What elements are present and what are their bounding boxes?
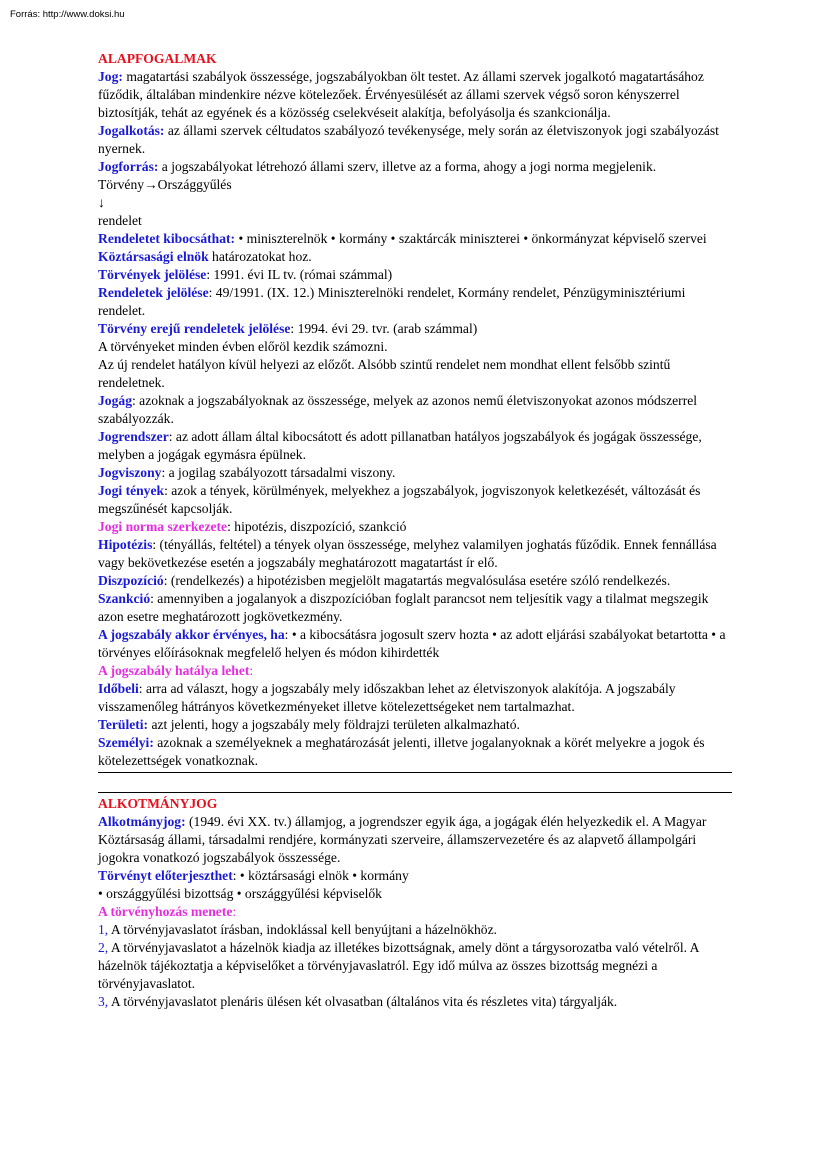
definition-jogviszony (98, 464, 732, 482)
definition-jog (98, 68, 732, 122)
list-item (98, 939, 732, 993)
line-torveny: Törvény→Országgyűlés (98, 177, 232, 192)
list-item (98, 921, 732, 939)
list-number: 3, (98, 994, 109, 1009)
list-text: A törvényjavaslatot írásban, indoklással kell benyújtani a házelnökhöz. (108, 922, 498, 937)
definition-text: : azoknak a jogszabályoknak az összessége, melyek az azonos nemű életviszonyokat azonos módszerrel szabályozzák. (98, 393, 698, 426)
definition-text: azt jelenti, hogy a jogszabály mely földrajzi területen alkalmazható. (148, 717, 520, 732)
definition-jogszabaly-ervenyes (98, 626, 732, 662)
paragraph-uj-rendelet: Az új rendelet hatályon kívül helyezi az előzőt. Alsóbb szintű rendelet nem mondhat ellent felsőbb szintű rendeletnek. (98, 357, 671, 390)
definition-teruleti (98, 716, 732, 734)
definition-jogag (98, 392, 732, 428)
definition-text: : (249, 663, 254, 678)
term: A jogszabály akkor érvényes, ha (98, 627, 285, 642)
section-title: ALKOTMÁNYJOG (98, 796, 218, 811)
definition-jogi-tenyek (98, 482, 732, 518)
list-number: 1, (98, 922, 109, 937)
definition-text: • miniszterelnök • kormány • szaktárcák miniszterei • önkormányzat képviselő szervei (235, 231, 707, 246)
list-text: A törvényjavaslatot a házelnök kiadja az illetékes bizottságnak, amely dönt a tárgysorozatba való vételről. A házelnök tájékoztatja a képviselőket a törvényjavaslatról. Egy idő múlva az összes bizottság megnézi a törvényjavaslatot. (98, 940, 699, 991)
term: Törvényt előterjeszthet (98, 868, 233, 883)
definition-text: : a jogilag szabályozott társadalmi viszony. (161, 465, 396, 480)
definition-text: : 49/1991. (IX. 12.) Miniszterelnöki rendelet, Kormány rendelet, Pénzügyminisztériumi rendelet. (98, 285, 686, 318)
list-item (98, 993, 732, 1011)
section-alapfogalmak (98, 50, 732, 770)
definition-text: azoknak a személyeknek a meghatározását jelenti, illetve jogalanyoknak a körét melyekre a jogok és kötelezettségek vonatkoznak. (98, 735, 705, 768)
term: Jogi tények (98, 483, 165, 498)
list-number: 2, (98, 940, 109, 955)
term: Jogalkotás: (98, 123, 165, 138)
term: A jogszabály hatálya lehet (98, 663, 250, 678)
definition-text: : 1994. évi 29. tvr. (arab számmal) (290, 321, 478, 336)
divider (98, 772, 732, 773)
definition-alkotmanyjog (98, 813, 732, 867)
definition-jogszabaly-hatalya (98, 662, 732, 680)
term: Jogág (98, 393, 132, 408)
term: Rendeletet kibocsáthat: (98, 231, 236, 246)
term: Jogi norma szerkezete (98, 519, 228, 534)
term: Időbeli (98, 681, 139, 696)
definition-torvenyek-jelolese (98, 266, 732, 284)
definition-text: : 1991. évi IL tv. (római számmal) (206, 267, 393, 282)
definition-jogi-norma-szerkezete (98, 518, 732, 536)
definition-text: : azok a tények, körülmények, melyekhez a jogszabályok, jogviszonyok keletkezését, változását és megszűnését kapcsolják. (98, 483, 701, 516)
list-text: A törvényjavaslatot plenáris ülésen két olvasatban (általános vita és részletes vita) tárgyalják. (108, 994, 618, 1009)
divider (98, 792, 732, 793)
term: Szankció (98, 591, 151, 606)
term: Személyi: (98, 735, 154, 750)
definition-text: határozatokat hoz. (208, 249, 312, 264)
definition-text: (1949. évi XX. tv.) államjog, a jogrendszer egyik ága, a jogágak élén helyezkedik el. A Magyar Köztársaság állami, társadalmi rendjére, kormányzati szerveire, államszervezetére és az alapvető állampolgári jogokra vonatkozó jogszabályok összessége. (98, 814, 707, 865)
term: Jogforrás: (98, 159, 159, 174)
definition-text: : • köztársasági elnök • kormány (232, 868, 409, 883)
line-eloterjesztok: • országgyűlési bizottság • országgyűlési képviselők (98, 886, 382, 901)
definition-torvenyhozas-menete (98, 903, 732, 921)
definition-rendeletet-kibocsathat (98, 230, 732, 248)
definition-jogrendszer (98, 428, 732, 464)
definition-text: az állami szervek céltudatos szabályozó tevékenysége, mely során az életviszonyok jogi szabályozást nyernek. (98, 123, 719, 156)
term: Jogrendszer (98, 429, 169, 444)
definition-diszpozicio (98, 572, 732, 590)
definition-hipotezis (98, 536, 732, 572)
document-body (98, 50, 732, 1011)
definition-text: magatartási szabályok összessége, jogszabályokban ölt testet. Az állami szervek jogalkotó magatartásához fűződik, általában mindenkire nézve kötelezőek. Érvényesülését az állami szervek végső soron kényszerrel biztosítják, tehát az egyének és a közösség cselekvéseit alakítja, befolyásolja és szankcionálja. (98, 69, 704, 120)
definition-szemelyi (98, 734, 732, 770)
definition-rendeletek-jelolese (98, 284, 732, 320)
term: A törvényhozás menete (98, 904, 233, 919)
term: Diszpozíció (98, 573, 164, 588)
definition-torveny-ereju-rendeletek (98, 320, 732, 338)
definition-torvenyt-eloterjeszthet (98, 867, 732, 885)
term: Jogviszony (98, 465, 162, 480)
definition-idobeli (98, 680, 732, 716)
term: Rendeletek jelölése (98, 285, 209, 300)
definition-szankcio (98, 590, 732, 626)
definition-text: a jogszabályokat létrehozó állami szerv, illetve az a forma, ahogy a jogi norma megjelenik. (158, 159, 657, 174)
section-title: ALAPFOGALMAK (98, 51, 217, 66)
term: Alkotmányjog: (98, 814, 186, 829)
paragraph-szamozas: A törvényeket minden évben előröl kezdik számozni. (98, 339, 388, 354)
source-note: Forrás: http://www.doksi.hu (10, 9, 125, 20)
term: Területi: (98, 717, 149, 732)
definition-text: : (tényállás, feltétel) a tények olyan összessége, melyhez valamilyen joghatás fűződik. Ennek fennállása vagy bekövetkezése esetén a jogszabály meghatározott magatartást ír elő. (98, 537, 717, 570)
line-rendelet: rendelet (98, 213, 142, 228)
term: Törvény erejű rendeletek jelölése (98, 321, 291, 336)
definition-text: : arra ad választ, hogy a jogszabály mely időszakban lehet az életviszonyok alakítója. A jogszabály visszamenőleg hátrányos következményeket illetve kötelezettségeket nem tartalmazhat. (98, 681, 676, 714)
definition-text: : amennyiben a jogalanyok a diszpozícióban foglalt parancsot nem teljesítik vagy a tilalmat megszegik azon esetre meghatározott jogkövetkezmény. (98, 591, 709, 624)
term: Jog: (98, 69, 123, 84)
down-arrow-icon: ↓ (98, 195, 105, 210)
section-alkotmanyjog (98, 795, 732, 1011)
term: Törvények jelölése (98, 267, 207, 282)
definition-text: : hipotézis, diszpozíció, szankció (227, 519, 407, 534)
definition-jogalkotas (98, 122, 732, 158)
definition-text: : • a kibocsátásra jogosult szerv hozta • az adott eljárási szabályokat betartotta • a törvényes előírásoknak megfelelő helyen és módon kihirdették (98, 627, 726, 660)
definition-text: : (232, 904, 237, 919)
term: Köztársasági elnök (98, 249, 209, 264)
definition-text: : (rendelkezés) a hipotézisben megjelölt magatartás megvalósulása esetére szóló rendelkezés. (163, 573, 671, 588)
term: Hipotézis (98, 537, 153, 552)
definition-text: : az adott állam által kibocsátott és adott pillanatban hatályos jogszabályok és jogágak összessége, melyben a jogágak egymásra épülnek. (98, 429, 702, 462)
definition-koztarsasagi-elnok (98, 248, 732, 266)
definition-jogforras (98, 158, 732, 176)
